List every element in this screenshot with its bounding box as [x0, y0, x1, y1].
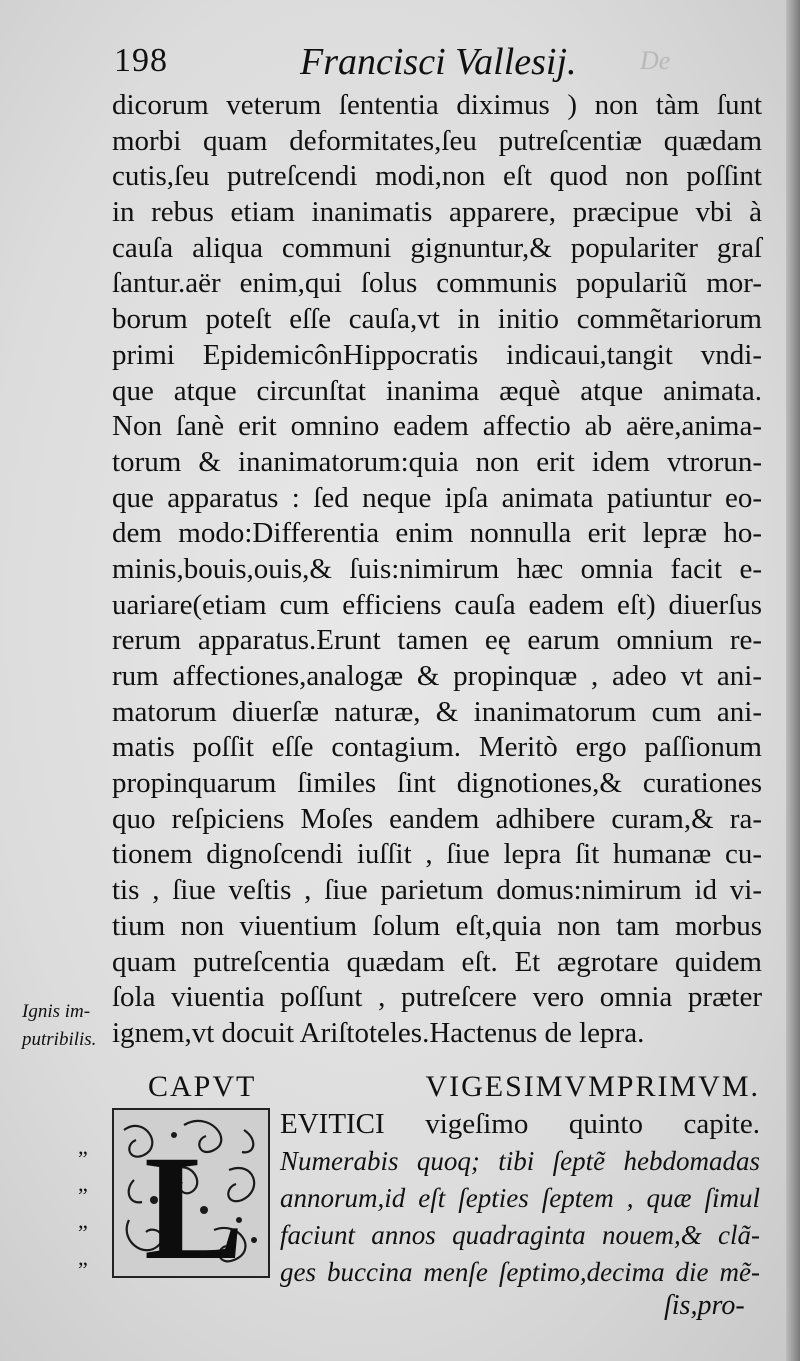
text-line: cauſa aliqua communi gignuntur,& populariter graſ [112, 231, 762, 264]
quotation-line: ges buccina menſe ſeptimo,decima die mẽ- [280, 1257, 760, 1287]
scripture-quotation [280, 1106, 760, 1291]
margin-note-line: Ignis im- [22, 1001, 91, 1022]
quote-mark: „ [78, 1171, 88, 1196]
margin-note-line: putribilis. [22, 1029, 97, 1050]
text-line: rerum apparatus.Erunt tamen eę earum omnium re- [112, 624, 762, 657]
text-line: que atque circunſtat inanima æquè atque animata. [112, 374, 762, 407]
quote-mark: „ [78, 1208, 88, 1233]
text-line: cutis,ſeu putreſcendi modi,non eſt quod non poſſint [112, 160, 762, 193]
text-line: quam putreſcentia quædam eſt. Et ægrotare quidem [112, 945, 762, 978]
quotation-line: Numerabis quoq; tibi ſeptẽ hebdomadas [280, 1146, 760, 1176]
text-line: ſantur.aër enim,qui ſolus communis populariũ mor- [112, 267, 762, 300]
text-line: que apparatus : ſed neque ipſa animata patiuntur eo- [112, 481, 762, 514]
quote-mark: „ [78, 1245, 88, 1270]
bleed-through-text: De [640, 46, 671, 75]
text-line: borum poteſt eſſe cauſa,vt in initio commẽtariorum [112, 303, 762, 336]
text-line: torum & inanimatorum:quia non erit idem vtrorun- [112, 445, 762, 478]
text-line: morbi quam deformitates,ſeu putreſcentiæ quædam [112, 124, 762, 157]
chapter-heading: CAPVT VIGESIMVMPRIMVM. [148, 1070, 760, 1103]
text-line: matorum diuerſæ naturæ, & inanimatorum cum ani- [112, 695, 762, 728]
initial-letter: L [144, 1125, 245, 1276]
text-line: primi EpidemicônHippocratis indicaui,tangit vndi- [112, 338, 762, 371]
text-line: tium non viuentium ſolum eſt,quia non tam morbus [112, 909, 762, 942]
quotation-line: annorum,id eſt ſepties ſeptem , quæ ſimul [280, 1183, 760, 1213]
text-line: ignem,vt docuit Ariſtoteles.Hactenus de lepra. [112, 1016, 645, 1049]
text-line: rum affectiones,analogæ & propinquæ , adeo vt ani- [112, 660, 762, 692]
page-header [112, 34, 672, 83]
margin-note [22, 998, 114, 1054]
text-line: minis,bouis,ouis,& ſuis:nimirum hæc omnia facit e- [112, 552, 762, 585]
text-line: ſola viuentia poſſunt , putreſcere vero omnia præter [112, 981, 762, 1014]
text-line: Non ſanè erit omnino eadem affectio ab aëre,anima- [112, 410, 762, 443]
text-line: dicorum veterum ſententia diximus ) non tàm ſunt [112, 89, 762, 121]
quote-mark: „ [78, 1134, 88, 1159]
text-line: in rebus etiam inanimatis apparere, præcipue vbi à [112, 196, 762, 229]
text-line: tis , ſiue veſtis , ſiue parietum domus:nimirum id vi- [112, 874, 762, 907]
quotation-line: faciunt annos quadraginta nouem,& clã- [280, 1220, 760, 1250]
quotation-line: EVITICI vigeſimo quinto capite. [280, 1108, 760, 1140]
page-number: 198 [114, 42, 168, 79]
text-line: propinquarum ſimiles ſint dignotiones,& curationes [112, 767, 762, 800]
decorated-initial-l-icon [114, 1110, 268, 1276]
text-line: dem modo:Differentia enim nonnulla erit lepræ ho- [112, 517, 762, 550]
text-line: tionem dignoſcendi iuſſit , ſiue lepra ſit humanæ cu- [112, 838, 762, 871]
running-head: Francisci Vallesij. [300, 41, 577, 83]
catchword: ſis,pro- [664, 1290, 745, 1321]
decorated-initial [112, 1108, 270, 1278]
body-text [112, 88, 762, 1052]
page-edge [786, 0, 800, 1361]
text-line: quo reſpiciens Moſes eandem adhibere curam,& ra- [112, 802, 762, 835]
text-line: matis poſſit eſſe contagium. Meritò ergo paſſionum [112, 731, 762, 764]
text-line: uariare(etiam cum efficiens cauſa eadem eſt) diuerſus [112, 588, 762, 621]
quote-marks [78, 1128, 108, 1276]
